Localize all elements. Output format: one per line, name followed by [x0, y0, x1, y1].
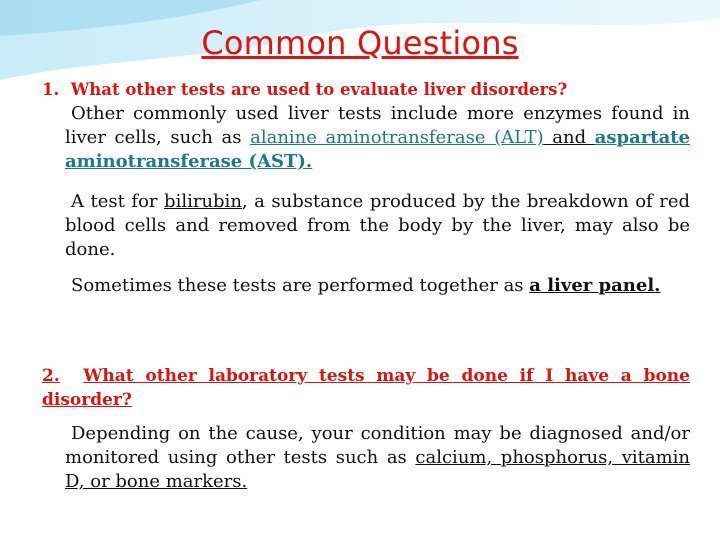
- ast-link[interactable]: aspartate aminotransferase (AST).: [65, 127, 690, 172]
- answer-1-and: and: [543, 127, 595, 148]
- question-2-text: What other laboratory tests may be done if I have a bone disorder?: [42, 366, 690, 410]
- answer-3-text-a: Sometimes these tests are performed together as: [71, 275, 530, 296]
- slide-title: Common Questions: [201, 24, 519, 62]
- answer-2-text-b: , a substance produced by the breakdown of red blood cells and removed from the body by the liver, may also be done.: [65, 191, 691, 260]
- question-2-number: 2.: [42, 366, 60, 386]
- bone-tests-term: calcium, phosphorus, vitamin D, or bone markers.: [65, 447, 691, 492]
- answer-2-text-a: A test for: [71, 191, 165, 212]
- answer-3-paragraph: [65, 274, 690, 298]
- liver-panel-term: a liver panel.: [529, 275, 661, 296]
- answer-1-paragraph: [65, 102, 690, 174]
- alt-link[interactable]: alanine aminotransferase (ALT): [250, 127, 544, 148]
- bilirubin-term: bilirubin: [164, 191, 242, 212]
- question-2: [42, 364, 690, 412]
- answer-4-paragraph: [65, 422, 690, 494]
- answer-4-text-a: Depending on the cause, your condition may be diagnosed and/or monitored using other tests such as: [65, 423, 690, 468]
- question-1-number: 1.: [42, 80, 60, 99]
- question-1: [42, 78, 690, 102]
- answer-2-paragraph: [65, 190, 690, 262]
- answer-1-text-a: Other commonly used liver tests include more enzymes found in liver cells, such as: [65, 103, 690, 148]
- question-1-text: What other tests are used to evaluate liver disorders?: [70, 80, 568, 99]
